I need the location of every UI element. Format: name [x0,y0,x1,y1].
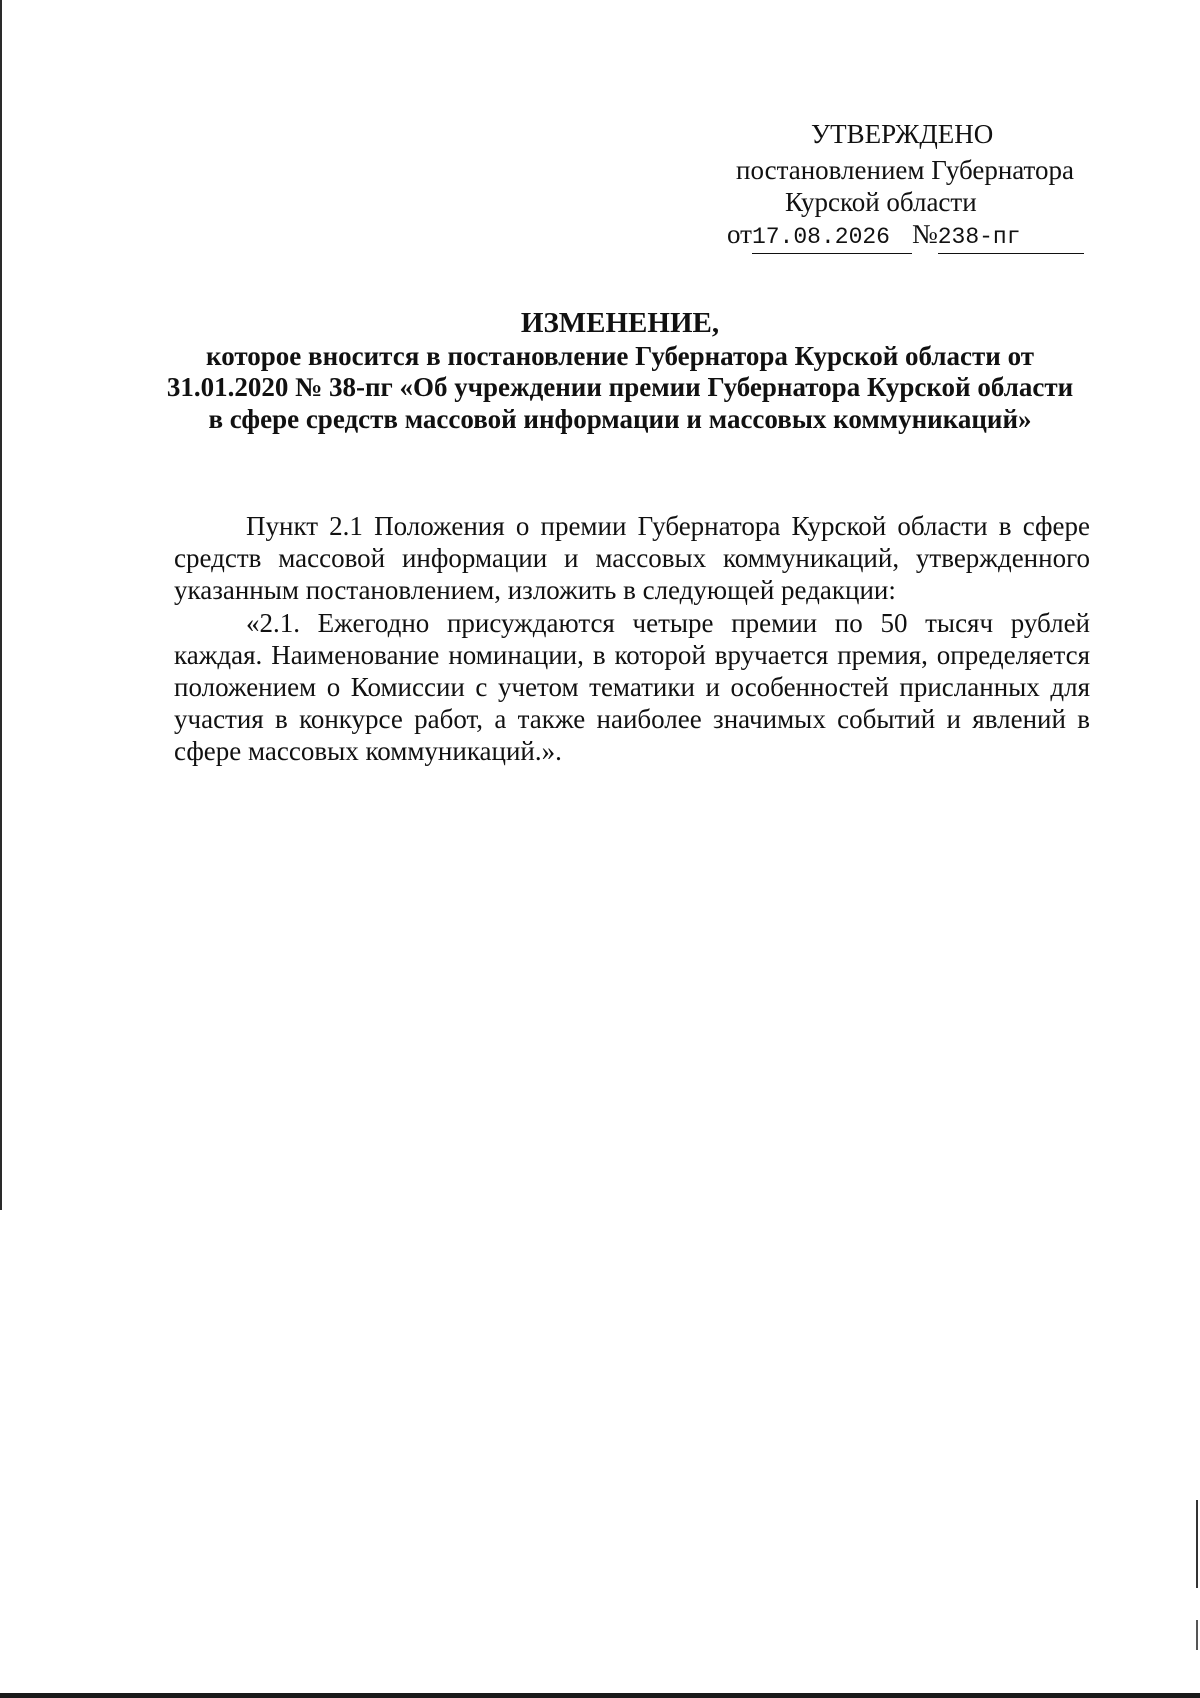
scan-edge-right-mark [1196,1620,1198,1650]
number-prefix: № [911,219,938,249]
decree-date-number-line [727,218,1084,254]
region-label: Курской области [785,187,977,217]
scan-edge-right-mark [1196,1500,1198,1588]
document-title: ИЗМЕНЕНИЕ, [520,307,720,339]
scan-edge-bottom [0,1693,1200,1698]
body-paragraph: «2.1. Ежегодно присуждаются четыре премии по 50 тысяч рублей каждая. Наименование номинации, в которой вручается премия, определяется положением о Комиссии с учетом тематики и особенностей присланных для участия в конкурсе работ, а также наиболее значимых событий и явлений в сфере массовых коммуникаций.». [174,607,1090,767]
from-prefix: от [727,219,752,249]
decree-date: 17.08.2026 [751,224,890,250]
scan-edge-left [0,0,2,1210]
decree-date-field [752,218,912,254]
decree-number-field [938,218,1084,254]
decree-label: постановлением Губернатора [736,155,1074,185]
approved-label: УТВЕРЖДЕНО [811,119,994,149]
body-paragraph: Пункт 2.1 Положения о премии Губернатора Курской области в сфере средств массовой информации и массовых коммуникаций, утвержденного указанным постановлением, изложить в следующей редакции: [174,511,1090,606]
document-title-block [160,308,1080,435]
document-subtitle: которое вносится в постановление Губернатора Курской области от 31.01.2020 № 38-пг «Об учреждении премии Губернатора Курской области в сфере средств массовой информации и массовых коммуникаций» [166,340,1074,434]
decree-number: 238-пг [937,224,1021,250]
document-body [174,510,1090,768]
